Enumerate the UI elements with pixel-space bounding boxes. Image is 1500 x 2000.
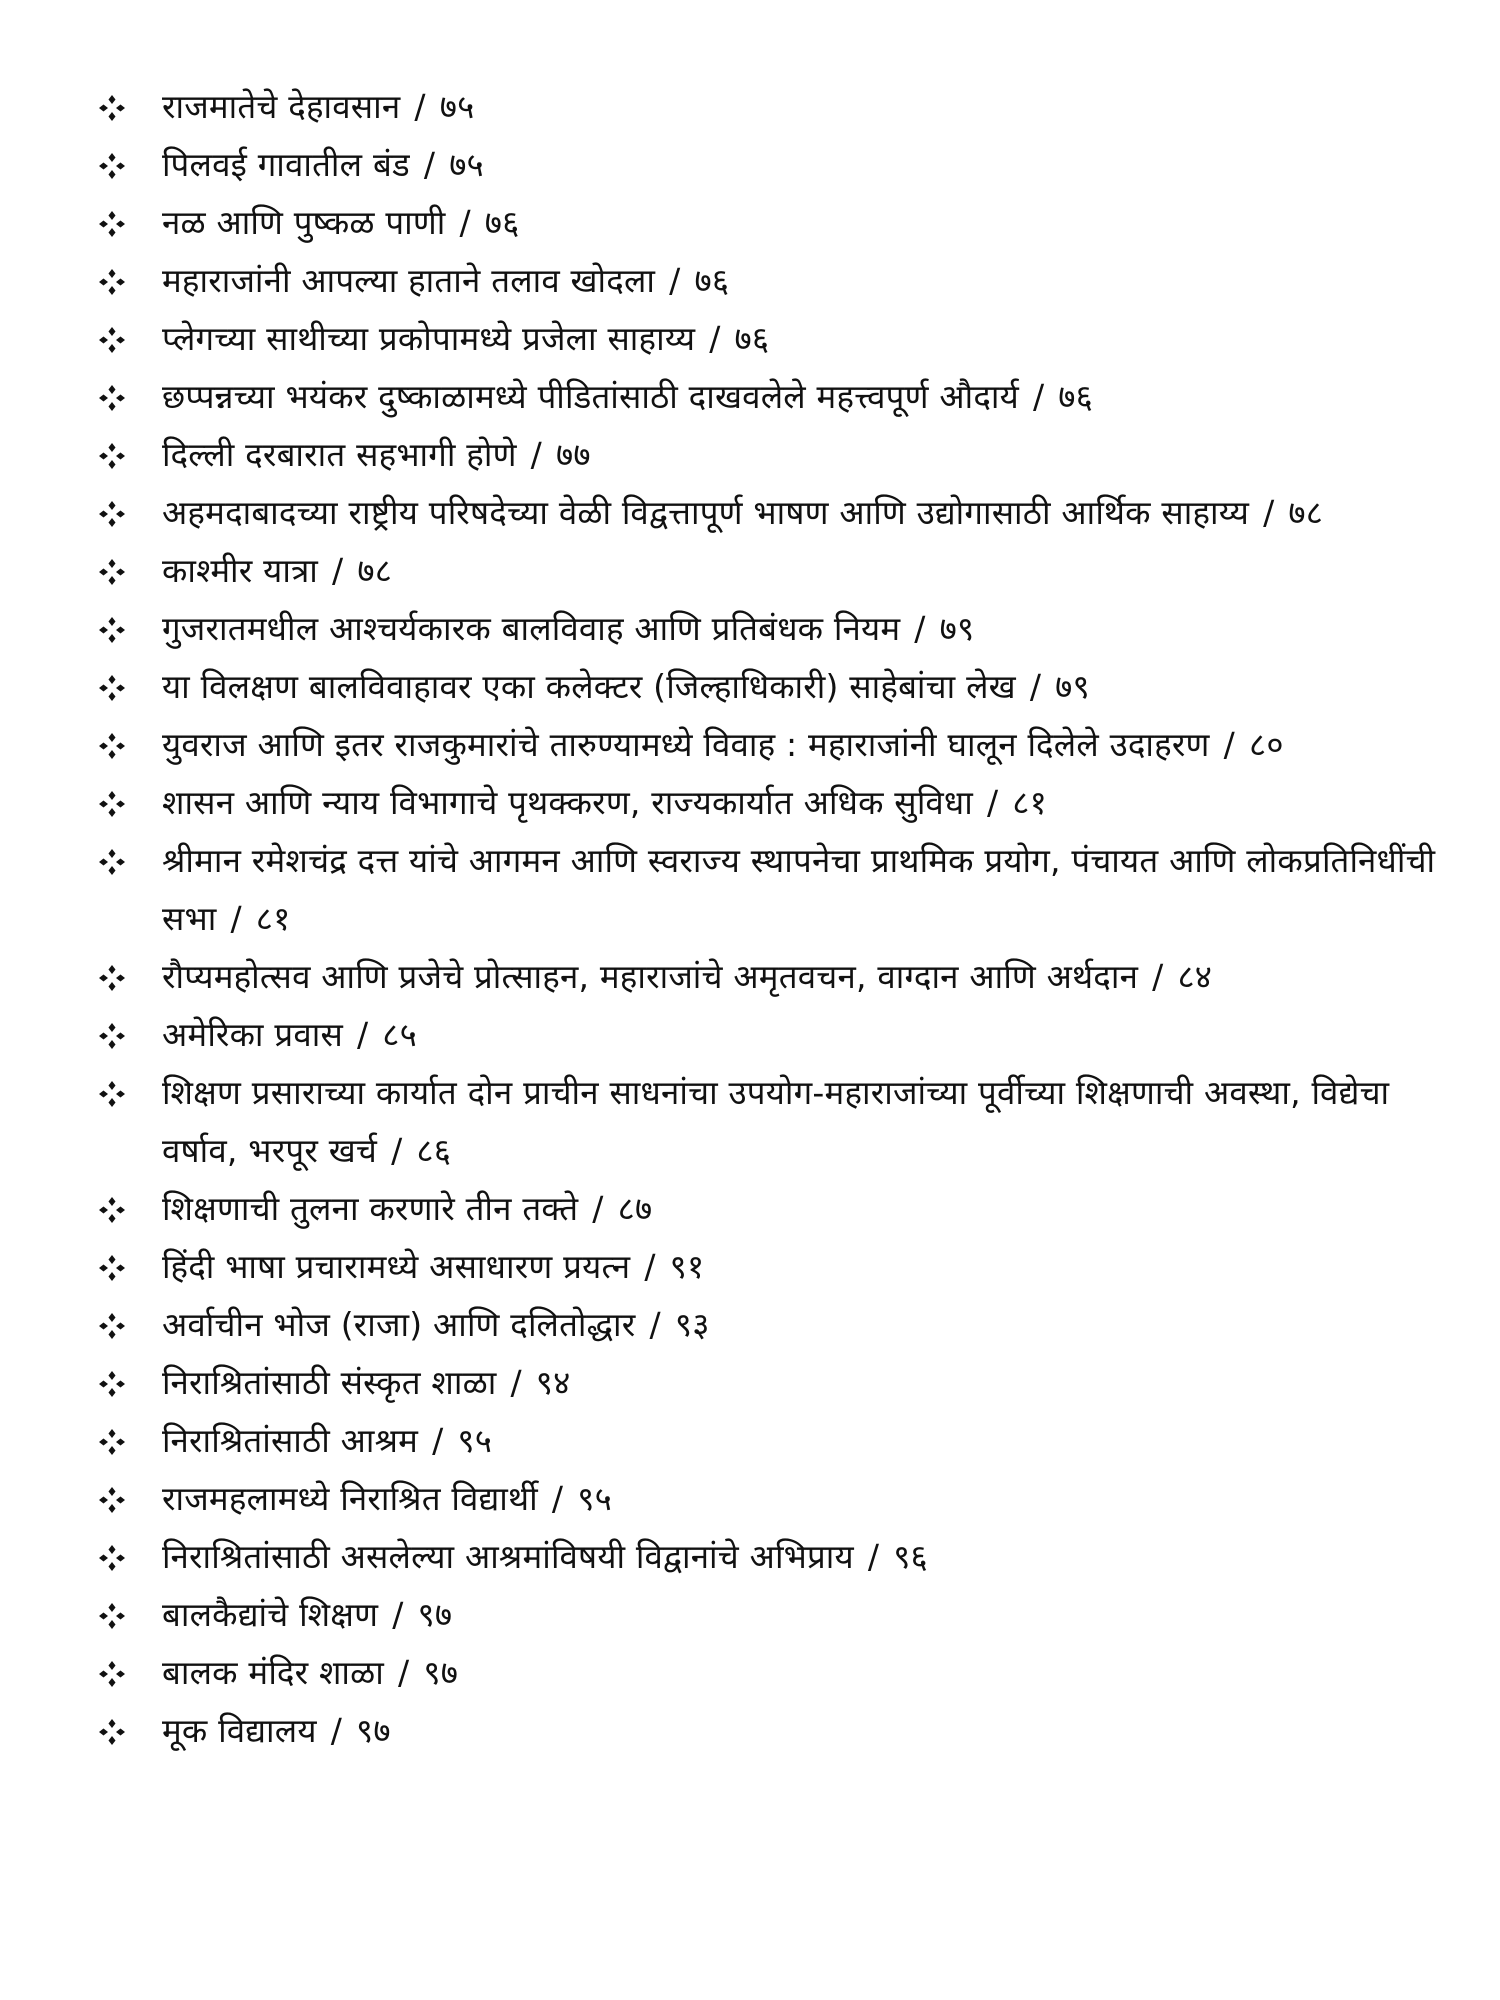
- toc-entry-title: हिंदी भाषा प्रचारामध्ये असाधारण प्रयत्न: [162, 1247, 631, 1286]
- toc-entry-text: [162, 1064, 1468, 1180]
- toc-entry: [88, 426, 1468, 484]
- diamond-bullet-icon: [88, 194, 162, 252]
- toc-page-number: ९७: [417, 1595, 453, 1634]
- toc-entry: [88, 542, 1468, 600]
- toc-entry-title: गुजरातमधील आश्चर्यकारक बालविवाह आणि प्रतिबंधक नियम: [162, 609, 901, 648]
- toc-separator: /: [669, 261, 681, 300]
- toc-separator: /: [1223, 725, 1235, 764]
- toc-entry: [88, 774, 1468, 832]
- toc-separator: /: [423, 145, 436, 184]
- toc-separator: /: [644, 1247, 656, 1286]
- toc-separator: /: [330, 1711, 343, 1750]
- diamond-bullet-icon: [88, 1586, 162, 1644]
- diamond-bullet-icon: [88, 1354, 162, 1412]
- toc-entry-title: नळ आणि पुष्कळ पाणी: [162, 203, 446, 242]
- toc-entry-text: [162, 426, 1468, 484]
- diamond-bullet-icon: [88, 1412, 162, 1470]
- toc-entry: [88, 194, 1468, 252]
- toc-entry-title: अर्वाचीन भोज (राजा) आणि दलितोद्धार: [162, 1305, 636, 1344]
- toc-page-number: ९७: [423, 1653, 459, 1692]
- diamond-bullet-icon: [88, 368, 162, 426]
- diamond-bullet-icon: [88, 426, 162, 484]
- toc-page-number: ९१: [669, 1247, 705, 1286]
- toc-entry-text: [162, 1238, 1468, 1296]
- diamond-bullet-icon: [88, 1528, 162, 1586]
- toc-entry-text: [162, 1354, 1468, 1412]
- toc-page-number: ९३: [674, 1305, 710, 1344]
- toc-entry-text: [162, 1702, 1468, 1760]
- toc-page-number: ७६: [484, 203, 520, 242]
- toc-entry-title: निराश्रितांसाठी संस्कृत शाळा: [162, 1363, 497, 1402]
- toc-entry-text: [162, 252, 1468, 310]
- diamond-bullet-icon: [88, 542, 162, 600]
- toc-page-number: ९४: [535, 1363, 571, 1402]
- diamond-bullet-icon: [88, 1006, 162, 1064]
- toc-entry-title: काश्मीर यात्रा: [162, 551, 319, 590]
- toc-entry-title: शिक्षणाची तुलना करणारे तीन तक्ते: [162, 1189, 579, 1228]
- diamond-bullet-icon: [88, 600, 162, 658]
- toc-entry-title: बालक मंदिर शाळा: [162, 1653, 385, 1692]
- toc-entry-title: श्रीमान रमेशचंद्र दत्त यांचे आगमन आणि स्वराज्य स्थापनेचा प्राथमिक प्रयोग, पंचायत आणि लोकप्रतिनिधींची सभा: [162, 841, 1436, 938]
- toc-page-number: ७८: [357, 551, 393, 590]
- toc-entry-text: [162, 1644, 1468, 1702]
- toc-entry: [88, 1180, 1468, 1238]
- toc-page-number: ७९: [939, 609, 975, 648]
- toc-entry-text: [162, 716, 1468, 774]
- toc-entry-text: [162, 948, 1468, 1006]
- toc-entry: [88, 600, 1468, 658]
- toc-separator: /: [649, 1305, 661, 1344]
- toc-separator: /: [530, 435, 542, 474]
- toc-page-number: ७६: [1058, 377, 1093, 416]
- toc-page-number: ७८: [1288, 493, 1324, 532]
- toc-entry-text: [162, 774, 1468, 832]
- toc-entry-title: मूक विद्यालय: [162, 1711, 317, 1750]
- diamond-bullet-icon: [88, 1238, 162, 1296]
- toc-entry-text: [162, 136, 1468, 194]
- toc-entry-text: [162, 78, 1468, 136]
- toc-entry: [88, 1296, 1468, 1354]
- toc-entry: [88, 1702, 1468, 1760]
- toc-entry: [88, 1064, 1468, 1180]
- toc-page-number: ९५: [577, 1479, 612, 1518]
- toc-separator: /: [230, 899, 242, 938]
- diamond-bullet-icon: [88, 484, 162, 542]
- toc-separator: /: [432, 1421, 444, 1460]
- toc-entry-text: [162, 600, 1468, 658]
- toc-entry: [88, 1006, 1468, 1064]
- diamond-bullet-icon: [88, 310, 162, 368]
- diamond-bullet-icon: [88, 832, 162, 890]
- toc-entry-text: [162, 1296, 1468, 1354]
- toc-separator: /: [709, 319, 721, 358]
- diamond-bullet-icon: [88, 1296, 162, 1354]
- toc-entry-text: [162, 368, 1468, 426]
- toc-page-number: ७५: [439, 87, 475, 126]
- toc-entry-title: निराश्रितांसाठी असलेल्या आश्रमांविषयी विद्वानांचे अभिप्राय: [162, 1537, 854, 1576]
- toc-separator: /: [398, 1653, 410, 1692]
- toc-page-number: ८७: [617, 1189, 653, 1228]
- toc-separator: /: [1032, 377, 1045, 416]
- toc-entry: [88, 1586, 1468, 1644]
- toc-entry-text: [162, 194, 1468, 252]
- toc-entry-text: [162, 1412, 1468, 1470]
- toc-separator: /: [414, 87, 426, 126]
- toc-entry: [88, 832, 1468, 948]
- toc-page-number: ९५: [457, 1421, 493, 1460]
- toc-separator: /: [391, 1131, 403, 1170]
- diamond-bullet-icon: [88, 1180, 162, 1238]
- diamond-bullet-icon: [88, 78, 162, 136]
- toc-page-number: ८१: [1012, 783, 1048, 822]
- toc-separator: /: [332, 551, 344, 590]
- toc-separator: /: [592, 1189, 604, 1228]
- toc-separator: /: [867, 1537, 880, 1576]
- toc-page-number: ७५: [449, 145, 484, 184]
- diamond-bullet-icon: [88, 1644, 162, 1702]
- toc-page-number: ७७: [555, 435, 591, 474]
- toc-entry: [88, 1354, 1468, 1412]
- toc-separator: /: [392, 1595, 404, 1634]
- toc-separator: /: [459, 203, 471, 242]
- toc-entry: [88, 310, 1468, 368]
- toc-entry: [88, 716, 1468, 774]
- toc-entry: [88, 1412, 1468, 1470]
- diamond-bullet-icon: [88, 252, 162, 310]
- toc-entry: [88, 1470, 1468, 1528]
- toc-entry-title: दिल्ली दरबारात सहभागी होणे: [162, 435, 517, 474]
- toc-entry-title: राजमातेचे देहावसान: [162, 87, 401, 126]
- toc-entry: [88, 252, 1468, 310]
- toc-entry-title: बालकैद्यांचे शिक्षण: [162, 1595, 379, 1634]
- toc-entry-text: [162, 484, 1468, 542]
- diamond-bullet-icon: [88, 948, 162, 1006]
- toc-separator: /: [551, 1479, 564, 1518]
- toc-page-number: ८६: [416, 1131, 452, 1170]
- toc-entry-text: [162, 832, 1468, 948]
- toc-separator: /: [356, 1015, 369, 1054]
- toc-page-number: ७६: [694, 261, 730, 300]
- toc-entry-title: अहमदाबादच्या राष्ट्रीय परिषदेच्या वेळी विद्वत्तापूर्ण भाषण आणि उद्योगासाठी आर्थिक साहाय्य: [162, 493, 1250, 532]
- toc-entry: [88, 1528, 1468, 1586]
- toc-entry-title: निराश्रितांसाठी आश्रम: [162, 1421, 419, 1460]
- toc-entry-title: पिलवई गावातील बंड: [162, 145, 410, 184]
- toc-entry-title: महाराजांनी आपल्या हाताने तलाव खोदला: [162, 261, 656, 300]
- toc-page-number: ९६: [893, 1537, 928, 1576]
- toc-entry-text: [162, 1586, 1468, 1644]
- diamond-bullet-icon: [88, 774, 162, 832]
- table-of-contents: [88, 78, 1468, 1760]
- toc-entry: [88, 1238, 1468, 1296]
- toc-entry-text: [162, 1528, 1468, 1586]
- toc-page-number: ८०: [1248, 725, 1284, 764]
- toc-entry-title: रौप्यमहोत्सव आणि प्रजेचे प्रोत्साहन, महाराजांचे अमृतवचन, वाग्दान आणि अर्थदान: [162, 957, 1139, 996]
- toc-entry: [88, 78, 1468, 136]
- toc-entry-title: युवराज आणि इतर राजकुमारांचे तारुण्यामध्ये विवाह : महाराजांनी घालून दिलेले उदाहरण: [162, 725, 1210, 764]
- toc-separator: /: [1152, 957, 1164, 996]
- diamond-bullet-icon: [88, 716, 162, 774]
- toc-separator: /: [986, 783, 999, 822]
- toc-entry-title: छप्पन्नच्या भयंकर दुष्काळामध्ये पीडितांसाठी दाखवलेले महत्त्वपूर्ण औदार्य: [162, 377, 1019, 416]
- toc-entry-title: राजमहलामध्ये निराश्रित विद्यार्थी: [162, 1479, 538, 1518]
- toc-page-number: ८५: [382, 1015, 418, 1054]
- toc-page-number: ९७: [356, 1711, 391, 1750]
- diamond-bullet-icon: [88, 1470, 162, 1528]
- toc-entry-title: या विलक्षण बालविवाहावर एका कलेक्टर (जिल्हाधिकारी) साहेबांचा लेख: [162, 667, 1016, 706]
- toc-entry-text: [162, 1006, 1468, 1064]
- toc-separator: /: [1263, 493, 1275, 532]
- toc-entry-title: शासन आणि न्याय विभागाचे पृथक्करण, राज्यकार्यात अधिक सुविधा: [162, 783, 973, 822]
- toc-entry-text: [162, 1470, 1468, 1528]
- toc-separator: /: [1029, 667, 1042, 706]
- toc-entry-text: [162, 310, 1468, 368]
- diamond-bullet-icon: [88, 136, 162, 194]
- toc-entry: [88, 1644, 1468, 1702]
- toc-entry-title: शिक्षण प्रसाराच्या कार्यात दोन प्राचीन साधनांचा उपयोग-महाराजांच्या पूर्वीच्या शिक्षणाची अवस्था, विद्येचा वर्षाव, भरपूर खर्च: [162, 1073, 1390, 1170]
- diamond-bullet-icon: [88, 1064, 162, 1122]
- toc-separator: /: [510, 1363, 522, 1402]
- toc-entry: [88, 948, 1468, 1006]
- toc-entry: [88, 136, 1468, 194]
- toc-entry: [88, 658, 1468, 716]
- toc-entry-title: अमेरिका प्रवास: [162, 1015, 343, 1054]
- toc-entry: [88, 368, 1468, 426]
- toc-page-number: ७६: [734, 319, 770, 358]
- toc-entry: [88, 484, 1468, 542]
- toc-separator: /: [914, 609, 926, 648]
- toc-page-number: ७९: [1055, 667, 1090, 706]
- diamond-bullet-icon: [88, 1702, 162, 1760]
- toc-entry-text: [162, 1180, 1468, 1238]
- toc-entry-title: प्लेगच्या साथीच्या प्रकोपामध्ये प्रजेला साहाय्य: [162, 319, 696, 358]
- toc-page-number: ८४: [1177, 957, 1213, 996]
- toc-entry-text: [162, 542, 1468, 600]
- toc-entry-text: [162, 658, 1468, 716]
- toc-page-number: ८१: [255, 899, 291, 938]
- diamond-bullet-icon: [88, 658, 162, 716]
